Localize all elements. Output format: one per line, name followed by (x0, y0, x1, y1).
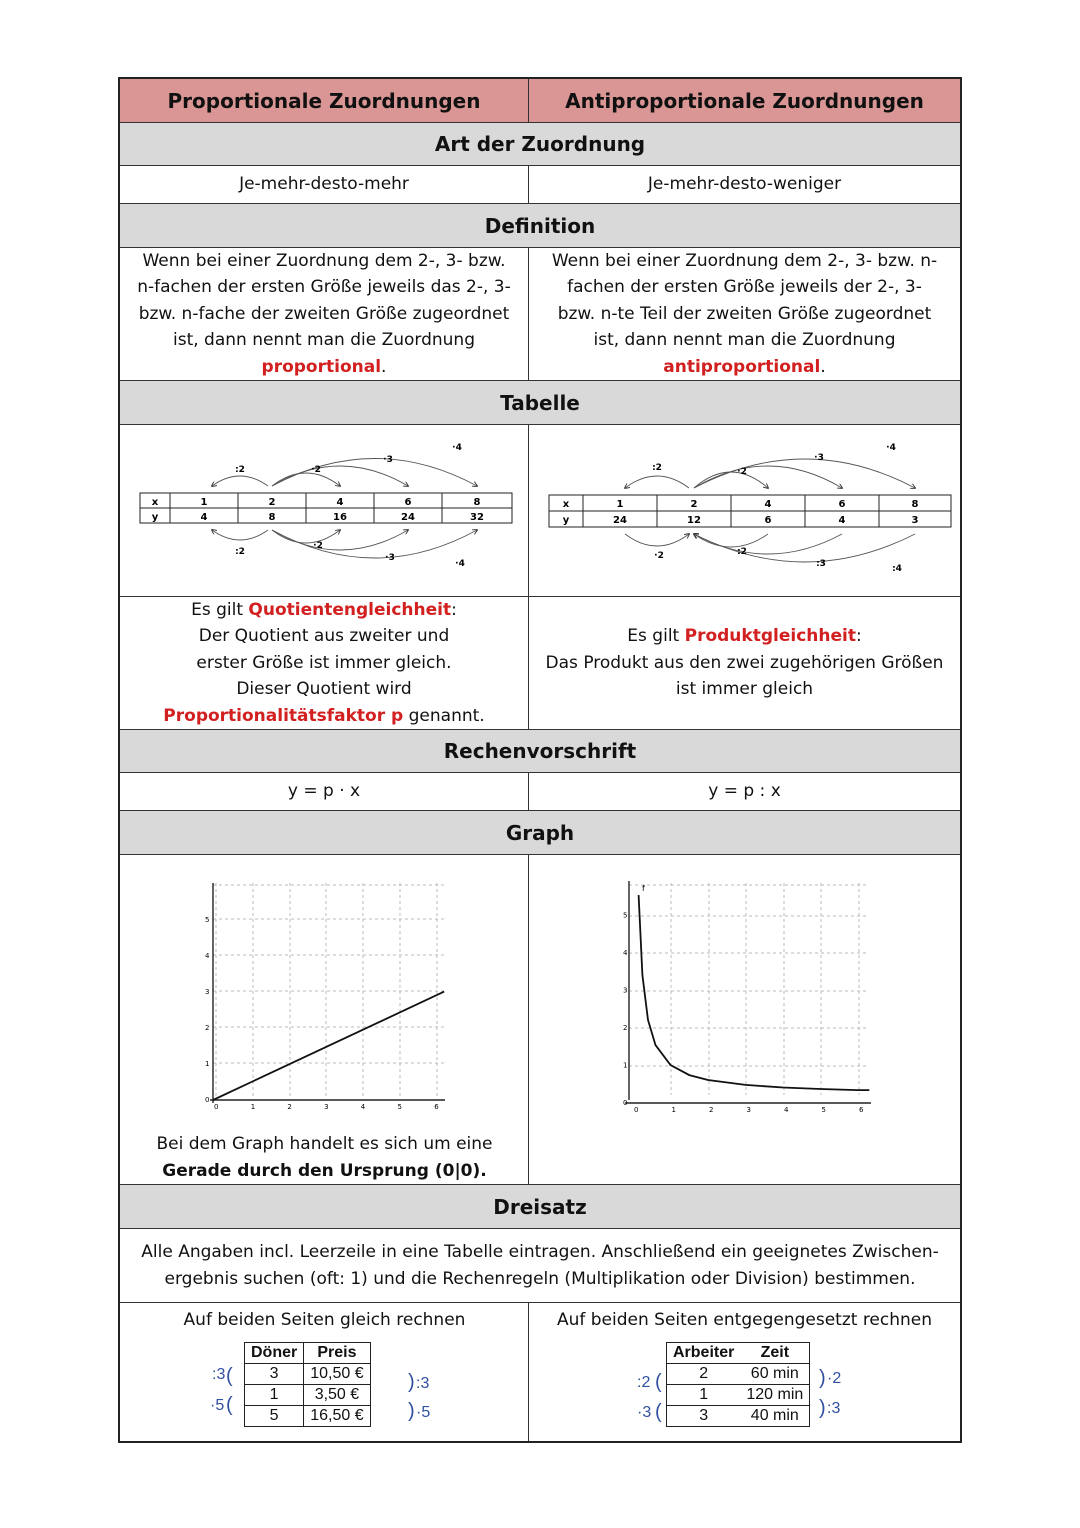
table-y-value: 4 (200, 511, 208, 523)
graph-right-chart (529, 855, 960, 1185)
table-x-label: x (151, 496, 159, 508)
doener-table (244, 1342, 371, 1427)
op-label: ·4 (455, 558, 465, 569)
y-tick-label: 3 (623, 986, 628, 995)
arc-arrow (272, 473, 340, 486)
op-label: :4 (892, 563, 902, 574)
keyword-proportionalitaetsfaktor: Proportionalitätsfaktor p (163, 705, 404, 726)
section-tabelle (120, 381, 960, 425)
arc-arrow (212, 476, 268, 486)
table-y-value: 24 (401, 511, 415, 523)
intro-line: Alle Angaben incl. Leerzeile in eine Tabelle eintragen. Anschließend ein geeignetes Zwischen- (141, 1242, 939, 1262)
intro-line: ergebnis suchen (oft: 1) und die Rechenregeln (Multiplikation oder Division) bestimmen. (164, 1268, 916, 1289)
definition-row (120, 248, 960, 381)
gleichheit-right-line: Das Produkt aus den zwei zugehörigen Größen (545, 652, 944, 673)
value-table-left-diagram (120, 426, 528, 596)
op-label: ·2 (737, 466, 747, 477)
dreisatz-right (529, 1303, 960, 1441)
definition-right-line: bzw. n-te Teil der zweiten Größe zugeordnet (557, 303, 932, 324)
colon: : (855, 626, 862, 647)
table-x-value: 8 (911, 498, 919, 510)
y-tick-label: 2 (205, 1024, 210, 1032)
header-right: Antiproportionale Zuordnungen (565, 88, 924, 113)
bracket-icon: ) (819, 1367, 826, 1389)
op-label: ·2 (313, 540, 323, 551)
grid (629, 883, 869, 1095)
x-tick-label: 0 (634, 1106, 639, 1114)
section-art-title: Art der Zuordnung (434, 132, 646, 156)
art-left: Je-mehr-desto-mehr (120, 166, 529, 203)
header-left: Proportionale Zuordnungen (120, 79, 529, 122)
col-header: Preis (304, 1343, 370, 1364)
definition-left-line: ist, dann nennt man die Zuordnung (172, 330, 475, 351)
tabelle-left (120, 425, 529, 596)
col-header: Döner (245, 1343, 304, 1364)
arc-arrow (272, 530, 340, 543)
table-cell: 3 (245, 1364, 304, 1385)
y-tick-label: 0 (623, 1099, 628, 1107)
col-header: Arbeiter (667, 1343, 741, 1364)
section-graph-title: Graph (505, 820, 575, 845)
y-tick-label: 4 (623, 949, 628, 957)
table-y-value: 6 (764, 514, 772, 526)
definition-left (120, 248, 529, 380)
formula-row (120, 773, 960, 811)
table-x-value: 8 (473, 496, 481, 508)
x-tick-label: 4 (360, 1103, 366, 1111)
text: genannt. (403, 705, 485, 726)
text: Es gilt (191, 599, 249, 620)
art-right: Je-mehr-desto-weniger (647, 174, 842, 195)
x-tick-label: 3 (746, 1106, 751, 1114)
section-rechenvorschrift (120, 730, 960, 773)
op-label: :2 (637, 1374, 651, 1391)
table-y-value: 3 (911, 514, 919, 526)
table-x-value: 1 (616, 498, 624, 510)
dreisatz-intro (120, 1229, 960, 1302)
y-tick-label: 1 (205, 1060, 210, 1068)
section-definition-title: Definition (484, 213, 596, 238)
op-label: ·5 (416, 1404, 431, 1421)
op-label: :3 (827, 1400, 841, 1417)
op-label: ·2 (827, 1370, 842, 1387)
value-table-right-diagram (529, 426, 960, 596)
y-tick-label: 3 (205, 988, 210, 996)
y-tick-label: 0 (205, 1096, 210, 1104)
table-x-value: 4 (764, 498, 772, 510)
table-y-label: y (562, 514, 570, 526)
table-y-label: y (151, 511, 159, 523)
arc-arrow (694, 534, 768, 547)
arc-arrow (625, 476, 689, 488)
x-tick-label: 1 (250, 1103, 256, 1111)
bracket-icon: ( (226, 1365, 233, 1387)
table-cell: 1 (667, 1385, 741, 1406)
definition-right-line: fachen der ersten Größe jeweils der 2-, 3- (567, 277, 922, 298)
table-cell: 10,50 € (304, 1364, 370, 1385)
x-tick-labels (634, 1106, 864, 1114)
tabelle-right (529, 425, 960, 596)
gleichheit-left-line: Dieser Quotient wird (236, 679, 412, 700)
table-cell: 60 min (740, 1364, 809, 1385)
table-x-value: 4 (336, 496, 344, 508)
x-tick-label: 5 (821, 1106, 826, 1114)
table-y-value: 12 (687, 514, 701, 526)
gleichheit-right (529, 597, 960, 729)
dreisatz-left-title: Auf beiden Seiten gleich rechnen (183, 1310, 466, 1330)
bracket-icon: ) (819, 1397, 826, 1419)
table-x-value: 6 (838, 498, 846, 510)
table-cell: 120 min (740, 1385, 809, 1406)
period: . (381, 356, 387, 377)
op-label: :2 (737, 546, 747, 557)
colon: : (451, 599, 457, 620)
y-tick-label: 2 (623, 1024, 628, 1032)
graph-caption: Bei dem Graph handelt es sich um eine (156, 1134, 493, 1154)
tabelle-row (120, 425, 960, 597)
keyword-quotientengleichheit: Quotientengleichheit (248, 599, 452, 620)
x-tick-label: 6 (859, 1106, 864, 1114)
arc-arrow (694, 472, 768, 488)
op-label: :2 (235, 464, 245, 475)
op-label: :2 (652, 462, 662, 473)
col-header: Zeit (740, 1343, 809, 1364)
gleichheit-left-line: erster Größe ist immer gleich. (196, 652, 452, 673)
arbeiter-table (666, 1342, 810, 1427)
header-row (120, 79, 960, 123)
x-tick-labels (214, 1103, 439, 1111)
keyword-antiproportional: antiproportional (663, 356, 821, 377)
definition-right-line: ist, dann nennt man die Zuordnung (593, 330, 896, 351)
dreisatz-examples-row (120, 1303, 960, 1441)
op-label: :3 (416, 1375, 430, 1392)
definition-right (529, 248, 960, 380)
axis-label: f (642, 884, 645, 893)
art-row (120, 166, 960, 204)
op-label: :3 (212, 1366, 226, 1383)
bracket-icon: ( (655, 1401, 662, 1423)
definition-left-line: bzw. n-fache der zweiten Größe zugeordnet (138, 303, 510, 324)
table-x-value: 1 (200, 496, 208, 508)
table-y-value: 4 (838, 514, 846, 526)
table-y-value: 8 (268, 511, 276, 523)
dreisatz-right-title: Auf beiden Seiten entgegengesetzt rechnen (556, 1310, 933, 1330)
bracket-icon: ) (408, 1371, 415, 1393)
keyword-proportional: proportional (261, 356, 382, 377)
op-label: :3 (816, 558, 826, 569)
table-cell: 5 (245, 1406, 304, 1427)
x-tick-label: 1 (671, 1106, 676, 1114)
keyword-produktgleichheit: Produktgleichheit (684, 626, 856, 647)
table-x-value: 2 (690, 498, 698, 510)
gleichheit-row (120, 597, 960, 730)
section-definition (120, 204, 960, 248)
formula-right: y = p : x (708, 781, 781, 802)
graph-left-chart (120, 855, 529, 1115)
op-label: ·3 (637, 1404, 652, 1421)
hyperbola-curve (639, 895, 870, 1090)
arc-arrow (694, 459, 915, 488)
bracket-icon: ) (408, 1400, 415, 1422)
table-x-label: x (562, 498, 570, 510)
table-cell: 3 (667, 1406, 741, 1427)
arc-arrow (212, 530, 268, 540)
arc-arrow (272, 530, 477, 558)
op-label: ·3 (814, 452, 824, 463)
table-cell: 16,50 € (304, 1406, 370, 1427)
x-tick-label: 2 (709, 1106, 714, 1114)
op-label: ·2 (311, 464, 321, 475)
x-tick-label: 5 (397, 1103, 402, 1111)
y-tick-label: 1 (623, 1061, 628, 1070)
op-label: ·4 (886, 442, 896, 453)
definition-left-line: Wenn bei einer Zuordnung dem 2-, 3- bzw. (142, 250, 506, 271)
x-tick-label: 3 (324, 1103, 329, 1111)
grid (213, 883, 445, 1100)
x-tick-label: 4 (784, 1106, 789, 1114)
graph-left (120, 855, 529, 1184)
table-y-value: 16 (333, 511, 347, 523)
x-tick-label: 0 (214, 1103, 219, 1111)
op-label: ·2 (654, 550, 664, 561)
y-tick-labels (623, 912, 628, 1108)
op-label: ·3 (385, 552, 395, 563)
definition-left-line: n-fachen der ersten Größe jeweils das 2-, 3- (137, 277, 511, 298)
text: Es gilt (627, 626, 685, 647)
arc-arrow (694, 466, 842, 488)
table-cell: 1 (245, 1385, 304, 1406)
y-tick-label: 5 (205, 916, 210, 924)
period: . (820, 356, 826, 377)
section-graph (120, 811, 960, 855)
table-x-value: 6 (404, 496, 412, 508)
table-y-value: 32 (470, 511, 484, 523)
graph-caption-bold: Gerade durch den Ursprung (0|0). (162, 1160, 487, 1181)
op-label: ·5 (210, 1397, 225, 1414)
section-rechenvorschrift-title: Rechenvorschrift (443, 739, 637, 763)
table-cell: 2 (667, 1364, 741, 1385)
dreisatz-intro-row (120, 1229, 960, 1303)
graph-right (529, 855, 960, 1184)
bracket-icon: ( (226, 1394, 233, 1416)
proportional-line (213, 992, 444, 1100)
section-dreisatz-title: Dreisatz (493, 1194, 587, 1219)
formula-left: y = p · x (120, 773, 529, 810)
dreisatz-left (120, 1303, 529, 1441)
table-x-value: 2 (268, 496, 276, 508)
gleichheit-right-line: ist immer gleich (675, 679, 814, 700)
y-tick-labels (205, 916, 210, 1104)
op-label: :2 (235, 546, 245, 557)
y-tick-label: 5 (623, 911, 628, 920)
op-label: ·3 (383, 454, 393, 465)
table-cell: 3,50 € (304, 1385, 370, 1406)
x-tick-label: 6 (434, 1103, 439, 1111)
graph-row (120, 855, 960, 1185)
bracket-icon: ( (655, 1371, 662, 1393)
arc-arrow (694, 534, 915, 562)
table-y-value: 24 (613, 514, 627, 526)
arc-arrow (625, 534, 689, 546)
x-tick-label: 2 (287, 1103, 292, 1111)
op-label: ·4 (452, 442, 462, 453)
section-dreisatz (120, 1185, 960, 1229)
gleichheit-left-line: Der Quotient aus zweiter und (198, 626, 450, 647)
section-tabelle-title: Tabelle (500, 390, 580, 415)
definition-right-line: Wenn bei einer Zuordnung dem 2-, 3- bzw. n- (551, 250, 938, 271)
table-cell: 40 min (740, 1406, 809, 1427)
summary-sheet (118, 77, 962, 1443)
gleichheit-left (120, 597, 529, 729)
y-tick-label: 4 (205, 952, 210, 960)
arc-arrow (272, 458, 477, 486)
section-art (120, 123, 960, 166)
